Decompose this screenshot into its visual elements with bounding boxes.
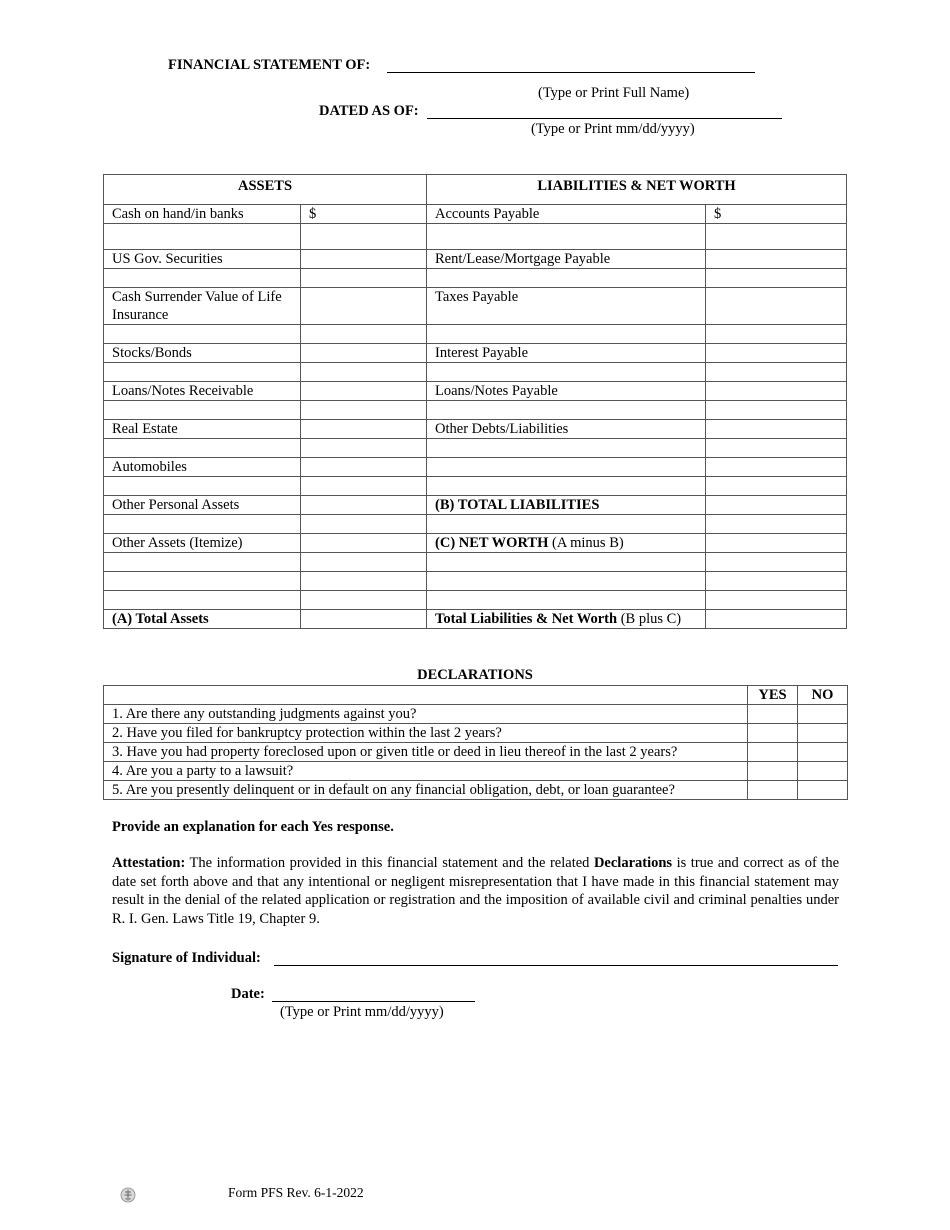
liability-value-cell[interactable] bbox=[706, 439, 847, 458]
liability-label bbox=[427, 224, 706, 250]
liability-label bbox=[427, 477, 706, 496]
table-row bbox=[104, 344, 847, 363]
table-row bbox=[104, 458, 847, 477]
liability-label: Rent/Lease/Mortgage Payable bbox=[427, 250, 706, 269]
no-cell[interactable] bbox=[798, 762, 848, 781]
liability-label: Loans/Notes Payable bbox=[427, 382, 706, 401]
liability-value-cell[interactable] bbox=[706, 269, 847, 288]
yes-cell[interactable] bbox=[748, 724, 798, 743]
asset-value-cell[interactable] bbox=[301, 224, 427, 250]
liability-value-cell[interactable]: $ bbox=[706, 205, 847, 224]
table-row bbox=[104, 553, 847, 572]
asset-value-cell[interactable] bbox=[301, 477, 427, 496]
asset-value-cell[interactable] bbox=[301, 288, 427, 325]
signature-date-hint: (Type or Print mm/dd/yyyy) bbox=[280, 1004, 444, 1020]
total-lnw-bold: Total Liabilities & Net Worth bbox=[435, 611, 618, 627]
full-name-hint: (Type or Print Full Name) bbox=[538, 85, 690, 101]
asset-label bbox=[104, 515, 301, 534]
asset-label bbox=[104, 363, 301, 382]
table-row bbox=[104, 420, 847, 439]
liability-value-cell[interactable] bbox=[706, 420, 847, 439]
net-worth-label bbox=[427, 534, 706, 553]
asset-label bbox=[104, 553, 301, 572]
yes-column-header: YES bbox=[748, 686, 798, 705]
yes-cell[interactable] bbox=[748, 781, 798, 800]
liability-label bbox=[427, 515, 706, 534]
asset-value-cell[interactable] bbox=[301, 420, 427, 439]
asset-label bbox=[104, 224, 301, 250]
table-row bbox=[104, 439, 847, 458]
liability-value-cell[interactable] bbox=[706, 515, 847, 534]
asset-label bbox=[104, 288, 301, 325]
total-lnw-note: (B plus C) bbox=[617, 611, 682, 627]
asset-label bbox=[104, 401, 301, 420]
asset-value-cell[interactable] bbox=[301, 458, 427, 477]
asset-value-cell[interactable] bbox=[301, 382, 427, 401]
liability-label bbox=[427, 325, 706, 344]
asset-label bbox=[104, 439, 301, 458]
table-row bbox=[104, 534, 847, 553]
dated-as-of-field[interactable] bbox=[427, 103, 782, 119]
asset-label: Real Estate bbox=[104, 420, 301, 439]
liability-value-cell[interactable] bbox=[706, 458, 847, 477]
asset-value-cell[interactable] bbox=[301, 553, 427, 572]
liability-value-cell[interactable] bbox=[706, 250, 847, 269]
declaration-question: 5. Are you presently delinquent or in default on any financial obligation, debt, or loan guarantee? bbox=[104, 781, 748, 800]
asset-label bbox=[104, 591, 301, 610]
asset-value-cell[interactable] bbox=[301, 572, 427, 591]
state-seal-icon bbox=[120, 1187, 136, 1203]
assets-header: ASSETS bbox=[104, 175, 427, 205]
yes-cell[interactable] bbox=[748, 762, 798, 781]
liability-label: Taxes Payable bbox=[427, 288, 706, 325]
liability-label bbox=[427, 458, 706, 477]
total-liabilities-label: (B) TOTAL LIABILITIES bbox=[427, 496, 706, 515]
total-liabilities-net-worth-label bbox=[427, 610, 706, 629]
total-assets-label: (A) Total Assets bbox=[104, 610, 301, 629]
table-row bbox=[104, 743, 848, 762]
table-row bbox=[104, 269, 847, 288]
asset-value-cell[interactable] bbox=[301, 496, 427, 515]
asset-value-cell[interactable] bbox=[301, 591, 427, 610]
liability-label bbox=[427, 591, 706, 610]
table-row bbox=[104, 591, 847, 610]
no-cell[interactable] bbox=[798, 705, 848, 724]
asset-value-cell[interactable] bbox=[301, 610, 427, 629]
signature-date-label: Date: bbox=[231, 986, 265, 1002]
asset-label: US Gov. Securities bbox=[104, 250, 301, 269]
table-row bbox=[104, 205, 847, 224]
liability-value-cell[interactable] bbox=[706, 553, 847, 572]
table-row bbox=[104, 705, 848, 724]
net-worth-note: (A minus B) bbox=[548, 535, 624, 551]
liability-label bbox=[427, 572, 706, 591]
liability-label bbox=[427, 363, 706, 382]
table-row bbox=[104, 610, 847, 629]
table-row bbox=[104, 401, 847, 420]
asset-label bbox=[104, 572, 301, 591]
asset-label: Other Personal Assets bbox=[104, 496, 301, 515]
asset-value-cell[interactable] bbox=[301, 363, 427, 382]
table-row bbox=[104, 363, 847, 382]
signature-field[interactable] bbox=[274, 950, 838, 966]
declaration-question: 1. Are there any outstanding judgments against you? bbox=[104, 705, 748, 724]
signature-label: Signature of Individual: bbox=[112, 950, 261, 966]
liability-value-cell[interactable] bbox=[706, 401, 847, 420]
table-row bbox=[104, 224, 847, 250]
liability-value-cell[interactable] bbox=[706, 591, 847, 610]
liability-value-cell[interactable] bbox=[706, 534, 847, 553]
asset-value-cell[interactable] bbox=[301, 534, 427, 553]
table-row bbox=[104, 515, 847, 534]
table-row bbox=[104, 724, 848, 743]
form-id: Form PFS Rev. 6-1-2022 bbox=[228, 1185, 364, 1200]
asset-label: Other Assets (Itemize) bbox=[104, 534, 301, 553]
asset-label bbox=[104, 269, 301, 288]
liability-label: Interest Payable bbox=[427, 344, 706, 363]
liability-value-cell[interactable] bbox=[706, 344, 847, 363]
declaration-question: 3. Have you had property foreclosed upon or given title or deed in lieu thereof in the last 2 years? bbox=[104, 743, 748, 762]
declaration-question: 4. Are you a party to a lawsuit? bbox=[104, 762, 748, 781]
asset-value-cell[interactable] bbox=[301, 269, 427, 288]
asset-label bbox=[104, 477, 301, 496]
attestation-declarations-word: Declarations bbox=[593, 855, 673, 871]
asset-value-cell[interactable] bbox=[301, 250, 427, 269]
liability-value-cell[interactable] bbox=[706, 288, 847, 325]
table-row bbox=[104, 288, 847, 325]
attestation-label: Attestation: bbox=[112, 855, 186, 871]
financial-statement-label: FINANCIAL STATEMENT OF: bbox=[168, 57, 371, 73]
declarations-table bbox=[103, 685, 848, 800]
liability-label: Other Debts/Liabilities bbox=[427, 420, 706, 439]
liability-value-cell[interactable] bbox=[706, 572, 847, 591]
liability-label bbox=[427, 401, 706, 420]
declarations-title: DECLARATIONS bbox=[417, 667, 533, 683]
liability-value-cell[interactable] bbox=[706, 382, 847, 401]
table-row bbox=[104, 572, 847, 591]
liability-value-cell[interactable] bbox=[706, 610, 847, 629]
dated-as-of-hint: (Type or Print mm/dd/yyyy) bbox=[531, 121, 695, 137]
no-cell[interactable] bbox=[798, 724, 848, 743]
asset-value-cell[interactable]: $ bbox=[301, 205, 427, 224]
asset-label: Cash on hand/in banks bbox=[104, 205, 301, 224]
yes-cell[interactable] bbox=[748, 705, 798, 724]
liability-value-cell[interactable] bbox=[706, 325, 847, 344]
table-row bbox=[104, 762, 848, 781]
asset-value-cell[interactable] bbox=[301, 325, 427, 344]
liability-value-cell[interactable] bbox=[706, 224, 847, 250]
asset-label: Stocks/Bonds bbox=[104, 344, 301, 363]
financial-statement-table bbox=[103, 174, 847, 629]
asset-label bbox=[104, 325, 301, 344]
full-name-field[interactable] bbox=[387, 57, 755, 73]
no-column-header: NO bbox=[798, 686, 848, 705]
table-row bbox=[104, 382, 847, 401]
liability-value-cell[interactable] bbox=[706, 477, 847, 496]
explanation-note: Provide an explanation for each Yes response. bbox=[112, 819, 394, 835]
table-row bbox=[104, 325, 847, 344]
no-cell[interactable] bbox=[798, 743, 848, 762]
net-worth-bold: (C) NET WORTH bbox=[435, 535, 549, 551]
asset-label: Automobiles bbox=[104, 458, 301, 477]
no-cell[interactable] bbox=[798, 781, 848, 800]
liability-value-cell[interactable] bbox=[706, 496, 847, 515]
asset-value-cell[interactable] bbox=[301, 439, 427, 458]
declaration-question: 2. Have you filed for bankruptcy protection within the last 2 years? bbox=[104, 724, 748, 743]
asset-label-line1: Cash Surrender Value of Life bbox=[112, 289, 282, 305]
table-row bbox=[104, 477, 847, 496]
dated-as-of-label: DATED AS OF: bbox=[319, 103, 419, 119]
liability-label bbox=[427, 269, 706, 288]
attestation-paragraph bbox=[112, 854, 839, 928]
asset-label-line2: Insurance bbox=[112, 307, 169, 323]
asset-label: Loans/Notes Receivable bbox=[104, 382, 301, 401]
liabilities-header: LIABILITIES & NET WORTH bbox=[427, 175, 847, 205]
declarations-header-blank bbox=[104, 686, 748, 705]
yes-cell[interactable] bbox=[748, 743, 798, 762]
asset-value-cell[interactable] bbox=[301, 401, 427, 420]
liability-label bbox=[427, 553, 706, 572]
liability-value-cell[interactable] bbox=[706, 363, 847, 382]
asset-value-cell[interactable] bbox=[301, 515, 427, 534]
asset-value-cell[interactable] bbox=[301, 344, 427, 363]
liability-label: Accounts Payable bbox=[427, 205, 706, 224]
attestation-text-2: is true and correct as of the date set forth above and that any intentional or negligent misrepresentation that I have made in this financial statement may result in the denial of the related application or registration and the imposition of available civil and criminal penalties under R. I. Gen. Laws Title 19, Chapter 9. bbox=[112, 855, 840, 927]
table-row bbox=[104, 250, 847, 269]
liability-label bbox=[427, 439, 706, 458]
signature-date-field[interactable] bbox=[272, 986, 475, 1002]
attestation-text-1: The information provided in this financial statement and the related bbox=[185, 855, 594, 871]
table-row bbox=[104, 781, 848, 800]
table-row bbox=[104, 496, 847, 515]
